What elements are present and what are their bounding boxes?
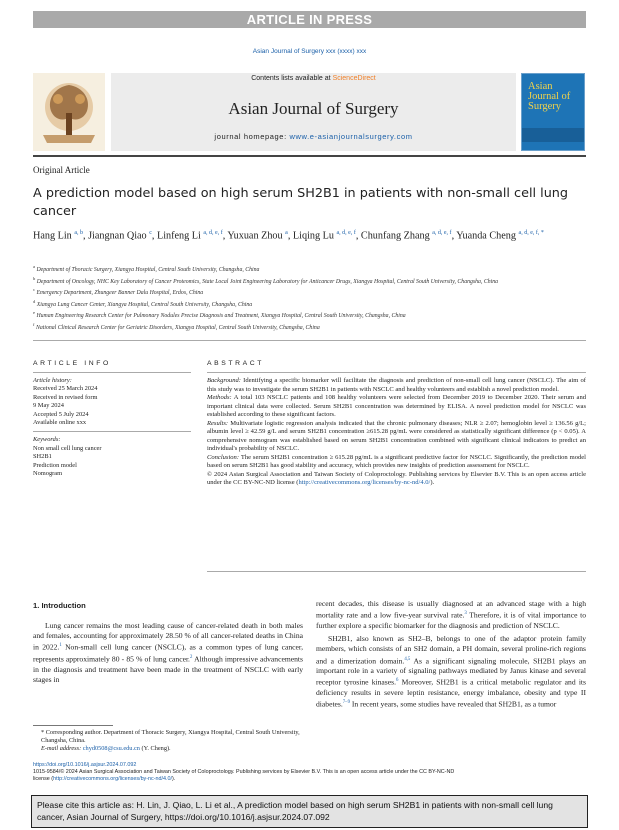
abstract-conclusion-text: The serum SH2B1 concentration ≥ 615.28 pg/mL is a significant predictive factor for NSCLC. Significantly, the prediction model based on serum SH2B1 has good stability and accuracy, which provides new insights of prediction assessment for NSCLC. xyxy=(207,453,586,469)
history-label: Article history: xyxy=(33,377,72,384)
abstract-background xyxy=(207,377,586,394)
abstract-methods xyxy=(207,394,586,420)
article-type: Original Article xyxy=(33,165,90,175)
article-in-press-banner: ARTICLE IN PRESS xyxy=(33,11,586,28)
author-affil-sup[interactable]: a, d, e, f xyxy=(432,230,452,236)
footnote-rule xyxy=(33,725,113,726)
body-text: Moreover, SH2B1 is a critical metabolic regulator and its deficiency results in severe leptin resistance, energy imbalance, obesity and type II diabetes. xyxy=(316,678,587,709)
corresponding-author-note: * Corresponding author. Department of Thoracic Surgery, Xiangya Hospital, Central South University, Changsha, China. xyxy=(41,729,300,745)
body-text: SH2B1, also known as SH2–B, belongs to one of the adaptor protein family members, which consists of an SH2 domain, a PH domain, several proline-rich regions and a dimerization domain. xyxy=(316,634,586,666)
citation-ref[interactable]: 3 xyxy=(464,611,467,617)
affiliation-text: Department of Oncology, NHC Key Laboratory of Cancer Proteomics, State Local Joint Engineering Laboratory for Anticancer Drugs, Xiangya Hospital, Central South University, Changsha, China xyxy=(36,278,499,285)
cover-band xyxy=(522,128,584,142)
license-line xyxy=(33,776,586,783)
homepage-line xyxy=(111,132,516,141)
license-link[interactable]: http://creativecommons.org/licenses/by-nc-nd/4.0/ xyxy=(298,479,431,486)
keywords-label: Keywords: xyxy=(33,436,61,444)
author-name: Yuanda Cheng xyxy=(456,230,516,242)
keyword: Non small cell lung cancer xyxy=(33,444,102,452)
history-item: Available online xxx xyxy=(33,419,87,427)
section-heading-introduction: 1. Introduction xyxy=(33,601,86,610)
abstract-background-text: Identifying a specific biomarker will facilitate the diagnosis and prediction of non-small cell lung cancer (NSCLC). The aim of this study was to investigate the serum SH2B1 in patients with NSCLC and healthy volunteers and establish a novel prediction model. xyxy=(207,377,586,393)
body-paragraph xyxy=(316,634,586,710)
affiliation-text: Xiangya Lung Cancer Center, Xiangya Hospital, Central South University, Changsha, China xyxy=(36,301,253,308)
affiliation xyxy=(33,298,586,310)
homepage-link[interactable]: www.e-asianjournalsurgery.com xyxy=(289,132,413,141)
body-text: As a significant signaling molecule, SH2B1 plays an important role in a variety of signaling pathways mediated by Janus kinase and several receptor tyrosine kinases. xyxy=(316,656,586,688)
keyword: Nomogram xyxy=(33,470,63,478)
abstract-panel xyxy=(207,372,586,488)
history-item: Received 25 March 2024 xyxy=(33,385,98,393)
abstract-copyright xyxy=(207,471,586,488)
email-note xyxy=(33,745,303,753)
author-affil-sup[interactable]: a, d, e, f, * xyxy=(518,230,544,236)
journal-cover-thumbnail xyxy=(521,73,585,151)
affiliation-marker: c xyxy=(33,287,35,293)
cover-title-line-2: Journal of xyxy=(528,91,571,102)
author-name: Linfeng Li xyxy=(156,230,201,242)
cover-title xyxy=(528,82,570,112)
affiliation xyxy=(33,275,586,287)
body-paragraph xyxy=(33,621,303,685)
contents-line xyxy=(111,75,516,82)
affiliation-marker: b xyxy=(33,275,36,281)
abstract-conclusion-label: Conclusion: xyxy=(207,453,240,461)
article-info-panel xyxy=(33,372,191,478)
affiliation-marker: a xyxy=(33,264,35,269)
abstract-methods-text: A total 103 NSCLC patients and 108 healthy volunteers were selected from December 2019 to December 2020. Their serum and important clinical data were collected. Serum SH2B1 concentration was determined by ELISA. A novel prediction model for NSCLC was established according to these significant factors. xyxy=(207,394,586,418)
author-affil-sup[interactable]: a, d, e, f xyxy=(336,230,356,236)
body-text: Lung cancer remains the most leading cause of cancer-related death in both males and females, accounting for approximately 28.50 % of all cancer-related deaths in China in 2022. xyxy=(33,621,303,652)
masthead-center xyxy=(111,73,516,151)
author-affil-sup[interactable]: a, b xyxy=(74,230,83,236)
cover-title-line-3: Surgery xyxy=(528,101,562,112)
author-name: Hang Lin xyxy=(33,230,72,242)
elsevier-tree-logo xyxy=(33,73,105,151)
email-suffix: (Y. Cheng). xyxy=(139,745,171,753)
body-text: Therefore, it is of vital importance to further explore a specific biomarker for the diagnosis and prediction of NSCLC. xyxy=(316,610,586,630)
history-item: Accepted 5 July 2024 xyxy=(33,410,89,418)
abstract-rule xyxy=(207,571,586,572)
history-item: 9 May 2024 xyxy=(33,402,64,410)
body-column-right xyxy=(316,599,586,710)
affiliation-text: Emergency Department, Zhungeer Banner Dalu Hospital, Erdos, China xyxy=(36,289,204,296)
author-name: Yuxuan Zhou xyxy=(227,230,283,242)
masthead xyxy=(33,73,586,151)
article-info-heading: ARTICLE INFO xyxy=(33,360,111,367)
citation-ref[interactable]: 4,5 xyxy=(404,656,411,662)
article-title: A prediction model based on high serum SH2B1 in patients with non-small cell lung cancer xyxy=(33,186,569,219)
copyright-text: © 2024 Asian Surgical Association and Taiwan Society of Coloproctology. Publishing services by Elsevier B.V. This is an open access article under the CC BY-NC-ND license ( xyxy=(207,470,586,486)
license-footer-link[interactable]: http://creativecommons.org/licenses/by-nc-nd/4.0/ xyxy=(53,776,173,783)
affiliation-text: National Clinical Research Center for Geriatric Disorders, Xiangya Hospital, Central South University, Changsha, China xyxy=(35,324,320,331)
keyword: SH2B1 xyxy=(33,453,52,461)
author-name: Liqing Lu xyxy=(292,230,334,242)
abstract-conclusion xyxy=(207,454,586,471)
license-prefix: license ( xyxy=(33,776,54,783)
affiliation-marker: f xyxy=(33,321,35,327)
author-list: Hang Lin $^{a, b}$, Jiangnan Qiao $^c$, Linfeng Li $^{a, d, e, f}$, Yuxuan Zhou $^a$, Liqing Lu $^{a, d, e, f}$, Chunfang Zhang $^{a, d, e, f}$, Yuanda Cheng $^{a, d, e, f, *}$ xyxy=(33,230,544,242)
abstract-background-label: Background: xyxy=(207,377,241,384)
affiliation-marker: d xyxy=(33,298,36,304)
affiliation-rule xyxy=(33,340,586,341)
journal-title: Asian Journal of Surgery xyxy=(228,99,399,118)
citation-ref[interactable]: 2 xyxy=(189,655,193,661)
issn-line: 1015-9584/© 2024 Asian Surgical Association and Taiwan Society of Coloproctology. Publishing services by Elsevier B.V. This is an open access article under the CC BY-NC-ND xyxy=(33,769,455,776)
author-affil-sup[interactable]: c xyxy=(149,230,152,236)
author-affil-sup[interactable]: a xyxy=(285,230,288,236)
affiliation xyxy=(33,321,586,333)
contents-prefix: Contents lists available at xyxy=(251,75,333,82)
cover-title-line-1: Asian xyxy=(528,81,553,92)
bottom-meta xyxy=(33,762,586,784)
affiliation xyxy=(33,286,586,298)
keyword: Prediction model xyxy=(33,461,77,469)
citation-ref[interactable]: 6 xyxy=(395,678,399,684)
doi-link[interactable]: https://doi.org/10.1016/j.asjsur.2024.07.092 xyxy=(33,762,137,768)
masthead-rule xyxy=(33,155,586,157)
copyright-end: ). xyxy=(430,479,435,486)
citation-ref[interactable]: 1 xyxy=(59,643,62,649)
body-paragraph xyxy=(316,599,586,631)
affiliation xyxy=(33,309,586,321)
author-name: Chunfang Zhang xyxy=(360,230,430,242)
affiliation-text: Department of Thoracic Surgery, Xiangya Hospital, Central South University, Changsha, China xyxy=(36,266,260,273)
sciencedirect-link[interactable]: ScienceDirect xyxy=(332,75,376,82)
footnotes xyxy=(33,725,303,754)
history-item: Received in revised form xyxy=(33,393,98,401)
body-text: In recent years, some studies have revealed that SH2B1, as a tumor xyxy=(349,699,557,709)
citation-ref[interactable]: 7–9 xyxy=(342,700,350,706)
keywords-block xyxy=(33,431,191,478)
affiliation-text: Human Engineering Research Center for Pulmonary Nodules Precise Diagnosis and Treatment, Xiangya Hospital, Central South University, Changsha, China xyxy=(36,312,406,319)
homepage-prefix: journal homepage: xyxy=(214,132,290,141)
abstract-results-label: Results: xyxy=(207,419,229,427)
body-column-left xyxy=(33,621,303,685)
affiliation xyxy=(33,263,586,275)
author-name: Jiangnan Qiao xyxy=(88,230,147,242)
body-text: recent decades, this disease is usually diagnosed at an advanced stage with a high mortality rate and a low five-year survival rate. xyxy=(316,599,586,620)
abstract-methods-label: Methods: xyxy=(207,394,232,401)
body-text: Although impressive advancements in the diagnosis and treatment have been made in the treatment of NSCLC with early stages in xyxy=(33,654,303,685)
abstract-heading: ABSTRACT xyxy=(207,360,265,367)
license-suffix: ). xyxy=(172,776,176,783)
abstract-results xyxy=(207,420,586,454)
abstract-results-text: Multivariate logistic regression analysis indicated that the chronic pulmonary diseases; NLR ≥ 2.07; hemoglobin level ≥ 136.56 g/L; albumin level ≥ 42.59 g/L and serum SH2B1 concentration ≥615.28 pg/mL were considered as statistically significant difference (p < 0.05). A comprehensive nomogram was established based on serum SH2B1 concentration combined with significant clinical indicators to predict an individual's probability of NSCLC. xyxy=(207,419,586,452)
journal-reference: Asian Journal of Surgery xxx (xxxx) xxx xyxy=(252,48,367,55)
affiliation-marker: e xyxy=(33,310,35,316)
email-label: E-mail address: xyxy=(41,745,82,753)
citation-box: Please cite this article as: H. Lin, J. Qiao, L. Li et al., A prediction model based on high serum SH2B1 in patients with non-small cell lung cancer, Asian Journal of Surgery, https://doi.org/10.1016/j.asjsur.2024.07.092 xyxy=(31,795,588,828)
email-link[interactable]: chyd0508@csu.edu.cn xyxy=(82,745,140,753)
affiliation-list xyxy=(33,263,586,332)
author-affil-sup[interactable]: a, d, e, f xyxy=(203,230,223,236)
body-text: Non-small cell lung cancer (NSCLC), as a common types of lung cancer, represents approximately 80 - 85 % of lung cancer. xyxy=(33,642,303,664)
